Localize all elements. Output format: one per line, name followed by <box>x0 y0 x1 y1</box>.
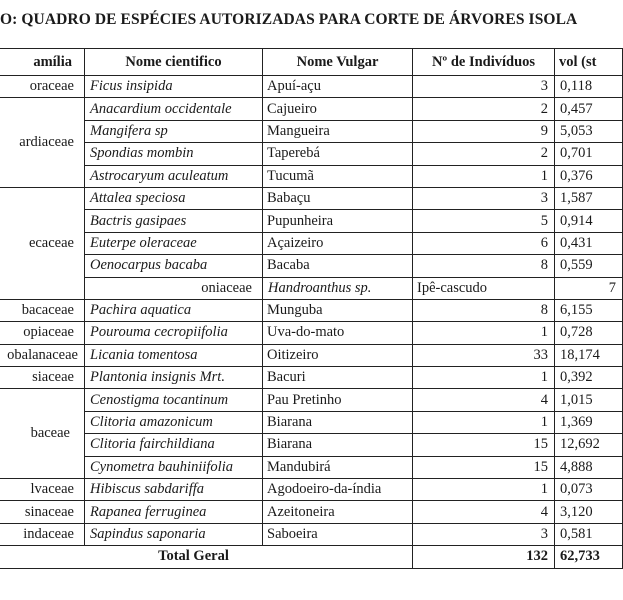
scientific-name-cell: Attalea speciosa <box>85 187 263 209</box>
table-row <box>0 523 623 545</box>
common-name-cell: Apuí-açu <box>263 76 413 98</box>
common-name-cell: Bacuri <box>263 367 413 389</box>
common-name-cell: Mandubirá <box>263 456 413 478</box>
scientific-name-cell: Cenostigma tocantinum <box>85 389 263 411</box>
common-name-cell: Mangueira <box>263 120 413 142</box>
table-row <box>0 76 623 98</box>
volume-cell: 0,728 <box>555 322 623 344</box>
scientific-name-cell: Rapanea ferruginea <box>85 501 263 523</box>
volume-cell: 1,015 <box>555 389 623 411</box>
table-row <box>0 143 623 165</box>
individuals-cell: 15 <box>413 434 555 456</box>
common-name-cell: Açaizeiro <box>263 232 413 254</box>
family-cell: obalanaceae <box>0 344 85 366</box>
table-row <box>0 120 623 142</box>
volume-cell: 0,581 <box>555 523 623 545</box>
common-name-cell: Bacaba <box>263 255 413 277</box>
page-title: O: QUADRO DE ESPÉCIES AUTORIZADAS PARA CORTE DE ÁRVORES ISOLA <box>0 11 578 28</box>
table-row <box>0 456 623 478</box>
family-cell: sinaceae <box>0 501 85 523</box>
individuals-cell: 1 <box>413 479 555 501</box>
individuals-cell: 1 <box>413 165 555 187</box>
volume-cell: 3,120 <box>555 501 623 523</box>
individuals-cell: 9 <box>413 120 555 142</box>
volume-cell: 1,587 <box>555 187 623 209</box>
individuals-cell: 3 <box>413 187 555 209</box>
volume-cell: 5,053 <box>555 120 623 142</box>
scientific-name-cell: Cynometra bauhiniifolia <box>85 456 263 478</box>
table-row <box>0 210 623 232</box>
total-volume: 62,733 <box>555 546 623 568</box>
individuals-cell: 4 <box>413 501 555 523</box>
volume-cell: 6,155 <box>555 299 623 321</box>
scientific-name-cell: Euterpe oleraceae <box>85 232 263 254</box>
volume-cell: 1,369 <box>555 411 623 433</box>
table-row <box>0 187 623 209</box>
table-row <box>0 479 623 501</box>
common-name-cell: Uva-do-mato <box>263 322 413 344</box>
common-name-cell: Azeitoneira <box>263 501 413 523</box>
table-row <box>0 277 623 299</box>
common-name-cell: Babaçu <box>263 187 413 209</box>
volume-cell: 0,701 <box>555 143 623 165</box>
total-individuals: 132 <box>413 546 555 568</box>
table-row <box>0 322 623 344</box>
volume-cell: 0,914 <box>555 210 623 232</box>
header-familia: amília <box>0 49 85 76</box>
volume-cell: 0,392 <box>555 367 623 389</box>
table-row <box>0 299 623 321</box>
scientific-name-cell: Hibiscus sabdariffa <box>85 479 263 501</box>
volume-cell: 0,431 <box>555 232 623 254</box>
table-row <box>0 411 623 433</box>
header-n-individuos: Nº de Indivíduos <box>413 49 555 76</box>
scientific-name-cell: Licania tomentosa <box>85 344 263 366</box>
family-cell: oniaceae <box>85 277 263 299</box>
common-name-cell: Agodoeiro-da-índia <box>263 479 413 501</box>
individuals-cell: 1 <box>413 367 555 389</box>
family-cell: baceae <box>0 389 85 479</box>
family-cell: opiaceae <box>0 322 85 344</box>
volume-cell: 4,888 <box>555 456 623 478</box>
family-cell: ecaceae <box>0 187 85 299</box>
scientific-name-cell: Pourouma cecropiifolia <box>85 322 263 344</box>
volume-cell: 0,457 <box>555 98 623 120</box>
table-row <box>0 367 623 389</box>
common-name-cell: Biarana <box>263 434 413 456</box>
scientific-name-cell: Plantonia insignis Mrt. <box>85 367 263 389</box>
scientific-name-cell: Mangifera sp <box>85 120 263 142</box>
common-name-cell: Cajueiro <box>263 98 413 120</box>
individuals-cell: 8 <box>413 255 555 277</box>
family-cell: siaceae <box>0 367 85 389</box>
family-cell: bacaceae <box>0 299 85 321</box>
common-name-cell: Munguba <box>263 299 413 321</box>
individuals-cell: 4 <box>413 389 555 411</box>
common-name-cell: Taperebá <box>263 143 413 165</box>
table-row <box>0 344 623 366</box>
common-name-cell: Tucumã <box>263 165 413 187</box>
individuals-cell: 1 <box>413 322 555 344</box>
individuals-cell: 6 <box>413 232 555 254</box>
individuals-cell: 7 <box>555 277 623 299</box>
individuals-cell: 3 <box>413 523 555 545</box>
scientific-name-cell: Anacardium occidentale <box>85 98 263 120</box>
scientific-name-cell: Astrocaryum aculeatum <box>85 165 263 187</box>
individuals-cell: 5 <box>413 210 555 232</box>
individuals-cell: 2 <box>413 98 555 120</box>
individuals-cell: 8 <box>413 299 555 321</box>
individuals-cell: 33 <box>413 344 555 366</box>
table-row <box>0 98 623 120</box>
table-row <box>0 501 623 523</box>
table-row <box>0 389 623 411</box>
family-cell: lvaceae <box>0 479 85 501</box>
common-name-cell: Saboeira <box>263 523 413 545</box>
family-cell: indaceae <box>0 523 85 545</box>
volume-cell: 18,174 <box>555 344 623 366</box>
volume-cell: 0,118 <box>555 76 623 98</box>
scientific-name-cell: Clitoria amazonicum <box>85 411 263 433</box>
individuals-cell: 15 <box>413 456 555 478</box>
common-name-cell: Pupunheira <box>263 210 413 232</box>
volume-cell: 0,073 <box>555 479 623 501</box>
table-row <box>0 255 623 277</box>
common-name-cell: Pau Pretinho <box>263 389 413 411</box>
total-label: Total Geral <box>0 546 413 568</box>
family-cell: ardiaceae <box>0 98 85 188</box>
total-row <box>0 546 623 568</box>
table-row <box>0 165 623 187</box>
common-name-cell: Biarana <box>263 411 413 433</box>
family-cell: oraceae <box>0 76 85 98</box>
scientific-name-cell: Pachira aquatica <box>85 299 263 321</box>
common-name-cell: Oitizeiro <box>263 344 413 366</box>
scientific-name-cell: Oenocarpus bacaba <box>85 255 263 277</box>
individuals-cell: 1 <box>413 411 555 433</box>
table-row <box>0 232 623 254</box>
scientific-name-cell: Spondias mombin <box>85 143 263 165</box>
scientific-name-cell: Sapindus saponaria <box>85 523 263 545</box>
header-nome-cientifico: Nome cientifico <box>85 49 263 76</box>
volume-cell: 12,692 <box>555 434 623 456</box>
species-table <box>0 48 623 569</box>
individuals-cell: 3 <box>413 76 555 98</box>
scientific-name-cell: Ficus insipida <box>85 76 263 98</box>
table-header-row <box>0 49 623 76</box>
scientific-name-cell: Bactris gasipaes <box>85 210 263 232</box>
table-row <box>0 434 623 456</box>
scientific-name-cell: Clitoria fairchildiana <box>85 434 263 456</box>
scientific-name-cell: Handroanthus sp. <box>263 277 413 299</box>
volume-cell: 0,376 <box>555 165 623 187</box>
individuals-cell: 2 <box>413 143 555 165</box>
header-vol: vol (st <box>555 49 623 76</box>
species-table-wrapper <box>0 48 623 569</box>
volume-cell: 0,559 <box>555 255 623 277</box>
common-name-cell: Ipê-cascudo <box>413 277 555 299</box>
header-nome-vulgar: Nome Vulgar <box>263 49 413 76</box>
